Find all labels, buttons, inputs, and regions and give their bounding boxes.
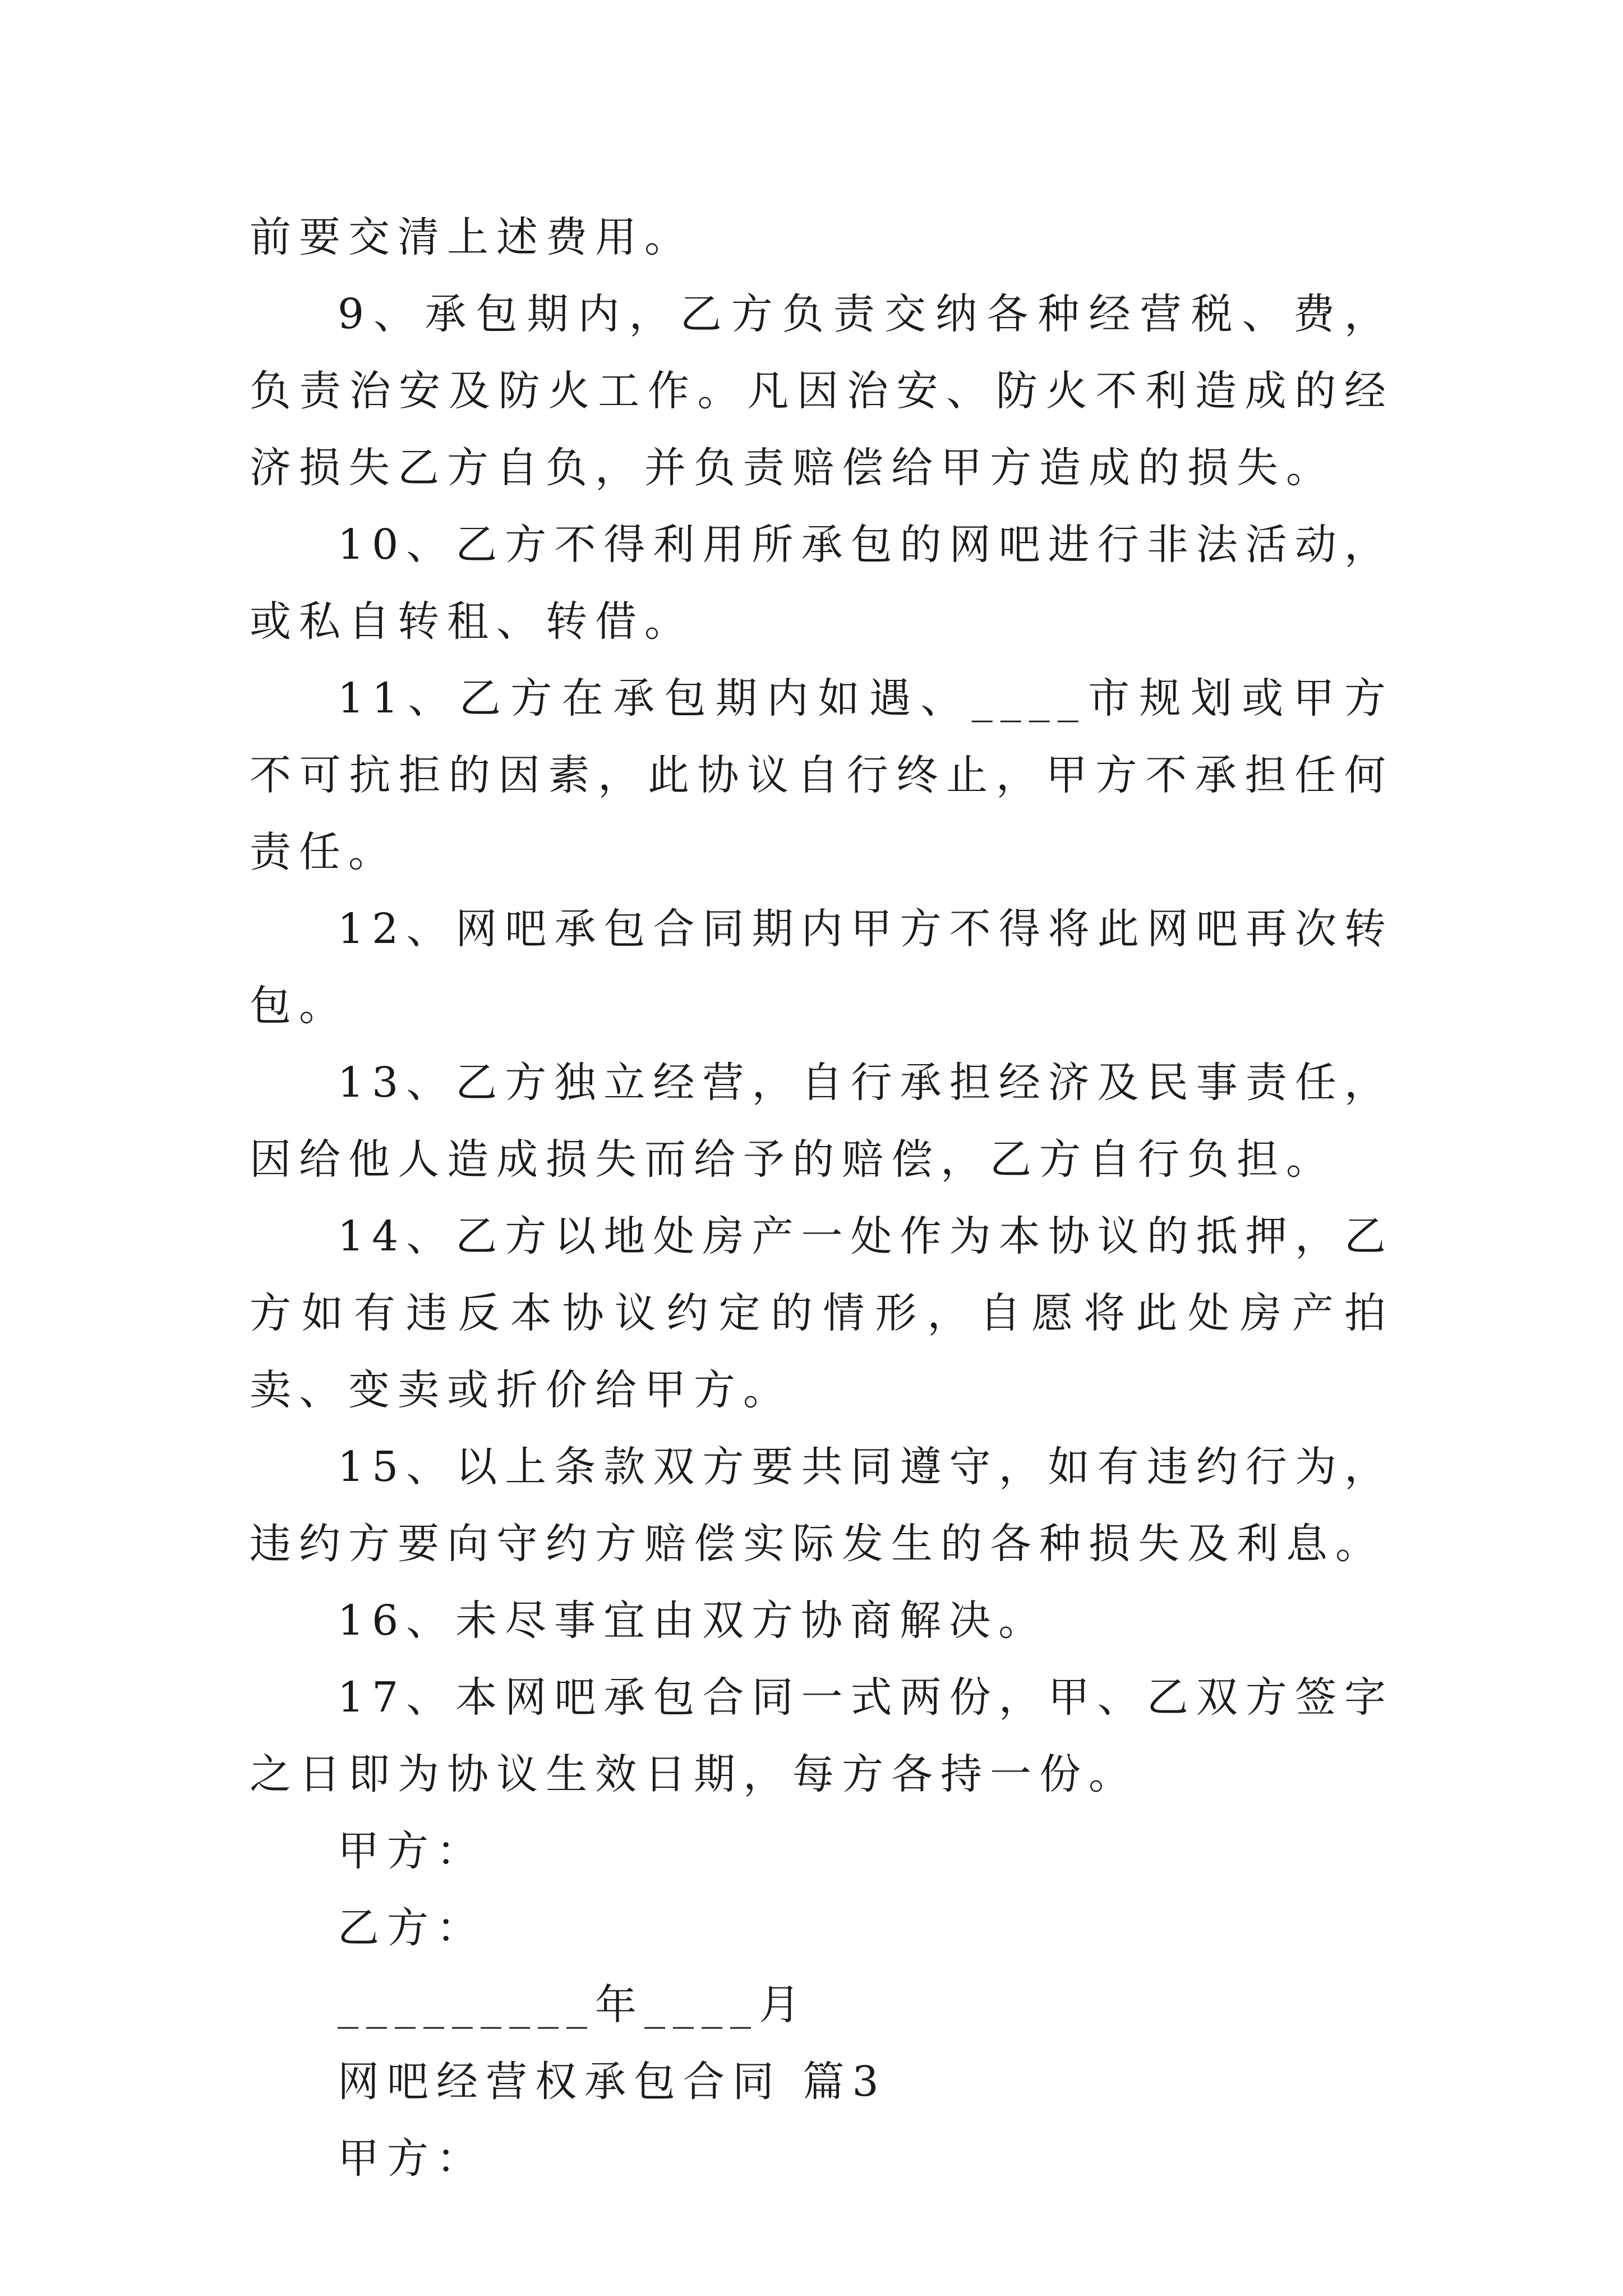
signature-party-a: 甲方：: [338, 1827, 486, 1875]
paragraph-clause-9: 9、承包期内，乙方负责交纳各种经营税、费，负责治安及防火工作。凡因治安、防火不利造成的经济损失乙方自负，并负责赔偿给甲方造成的损失。: [250, 290, 1394, 492]
paragraph-clause-14: 14、乙方以地处房产一处作为本协议的抵押，乙方如有违反本协议约定的情形，自愿将此处房产拍卖、变卖或折价给甲方。: [250, 1212, 1394, 1414]
signature-date: _________年____月: [338, 1981, 808, 2029]
paragraph-clause-11: 11、乙方在承包期内如遇、____市规划或甲方不可抗拒的因素，此协议自行终止，甲方不承担任何责任。: [250, 674, 1394, 876]
paragraph-clause-10: 10、乙方不得利用所承包的网吧进行非法活动，或私自转租、转借。: [250, 521, 1394, 646]
document-body: [250, 199, 1394, 2197]
paragraph-continuation: 前要交清上述费用。: [250, 213, 694, 261]
section-heading: 网吧经营权承包合同 篇3: [338, 2058, 887, 2106]
paragraph-clause-17: 17、本网吧承包合同一式两份，甲、乙双方签字之日即为协议生效日期，每方各持一份。: [250, 1673, 1394, 1798]
signature-party-b: 乙方：: [338, 1904, 486, 1952]
paragraph-clause-12: 12、网吧承包合同期内甲方不得将此网吧再次转包。: [250, 905, 1394, 1030]
paragraph-clause-13: 13、乙方独立经营，自行承担经济及民事责任，因给他人造成损失而给予的赔偿，乙方自行负担。: [250, 1059, 1394, 1184]
paragraph-clause-15: 15、以上条款双方要共同遵守，如有违约行为，违约方要向守约方赔偿实际发生的各种损失及利息。: [250, 1443, 1394, 1568]
party-a-label: 甲方：: [338, 2134, 486, 2183]
paragraph-clause-16: 16、未尽事宜由双方协商解决。: [338, 1596, 1048, 1645]
